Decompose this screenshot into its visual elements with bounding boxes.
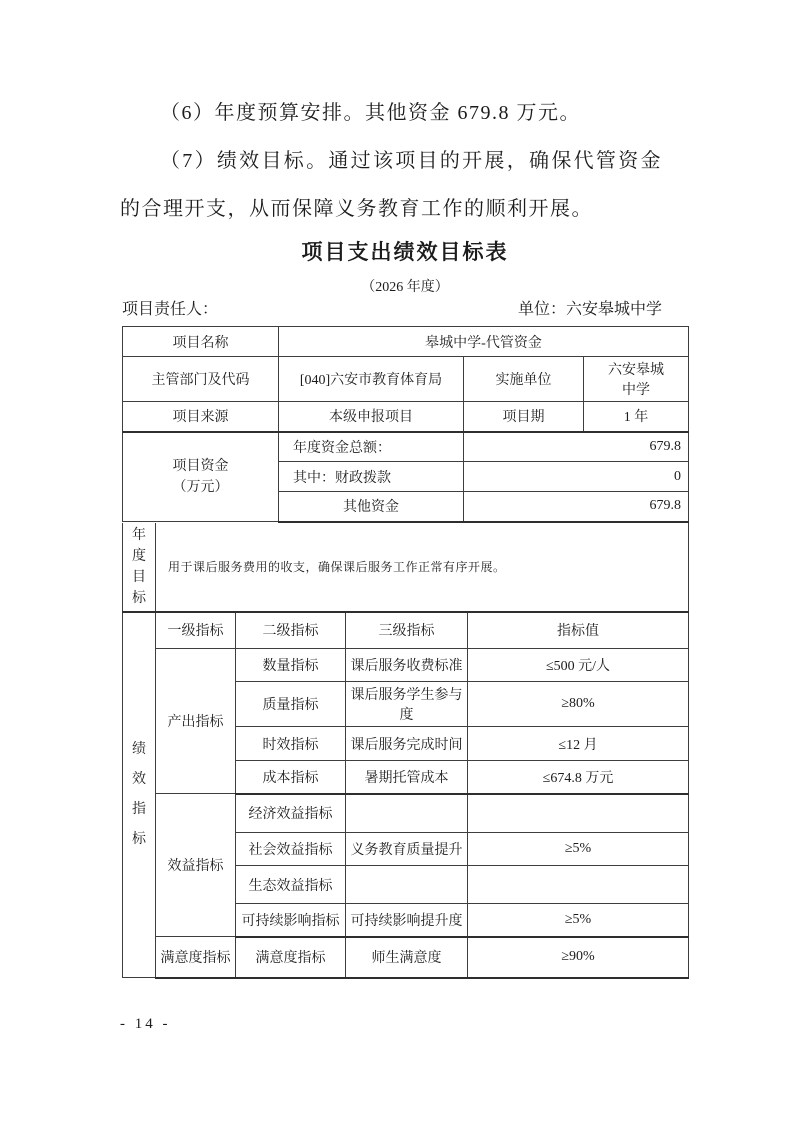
group-satisfaction-label: 满意度指标 (156, 937, 236, 978)
page-number: - 14 - (120, 1016, 171, 1032)
other-funds-label: 其他资金 (279, 492, 464, 522)
body-paragraphs (120, 89, 662, 233)
table-row (123, 327, 689, 357)
value-cell (468, 866, 689, 904)
responsible-person-label: 项目责任人： (122, 301, 219, 318)
value-cell: ≥80% (468, 682, 689, 727)
l3-cell: 可持续影响提升度 (346, 904, 468, 937)
l3-cell: 课后服务学生参与度 (346, 682, 468, 727)
project-name-label: 项目名称 (123, 327, 279, 357)
annual-goal-side-label: 年度目标 (123, 523, 156, 612)
l3-cell: 课后服务完成时间 (346, 727, 468, 761)
header-level3: 三级指标 (346, 613, 468, 649)
group-output-label: 产出指标 (156, 649, 236, 794)
fiscal-allocation-label: 其中：财政拨款 (279, 462, 464, 492)
value-cell: ≤674.8 万元 (468, 761, 689, 794)
table-row (123, 432, 689, 462)
project-name-value: 皋城中学-代管资金 (279, 327, 689, 357)
project-period-value: 1 年 (584, 402, 689, 432)
other-funds-value: 679.8 (464, 492, 689, 522)
l3-cell: 师生满意度 (346, 937, 468, 978)
annual-goal-table (122, 523, 689, 613)
l2-cell: 经济效益指标 (236, 794, 346, 833)
info-line (122, 299, 688, 321)
annual-fund-total-value: 679.8 (464, 432, 689, 462)
value-cell: ≥5% (468, 833, 689, 866)
project-funding-label (123, 432, 279, 522)
project-funding-label-line2: （万元） (172, 479, 229, 495)
l3-cell: 课后服务收费标准 (346, 649, 468, 682)
value-cell: ≤12 月 (468, 727, 689, 761)
value-cell: ≥90% (468, 937, 689, 978)
performance-target-table (122, 326, 688, 979)
value-cell (468, 794, 689, 833)
unit-label: 单位：六安皋城中学 (517, 301, 662, 318)
l2-cell: 可持续影响指标 (236, 904, 346, 937)
l3-cell: 义务教育质量提升 (346, 833, 468, 866)
indicator-row (123, 649, 689, 682)
annual-goal-content: 用于课后服务费用的收支，确保课后服务工作正常有序开展。 (156, 523, 689, 612)
value-cell: ≥5% (468, 904, 689, 937)
indicator-row (123, 794, 689, 833)
header-value: 指标值 (468, 613, 689, 649)
project-funding-label-line1: 项目资金 (172, 458, 229, 474)
impl-unit-label: 实施单位 (464, 357, 584, 402)
l2-cell: 社会效益指标 (236, 833, 346, 866)
header-level1: 一级指标 (156, 613, 236, 649)
l3-cell (346, 794, 468, 833)
annual-fund-total-label: 年度资金总额： (279, 432, 464, 462)
header-level2: 二级指标 (236, 613, 346, 649)
table-row (123, 357, 689, 402)
project-period-label: 项目期 (464, 402, 584, 432)
paragraph-performance-goal: （7）绩效目标。通过该项目的开展，确保代管资金的合理开支，从而保障义务教育工作的顺利开展。 (120, 150, 662, 220)
fiscal-allocation-value: 0 (464, 462, 689, 492)
basic-info-table (122, 326, 689, 523)
project-source-label: 项目来源 (123, 402, 279, 432)
table-subtitle: （2026 年度） (361, 280, 449, 295)
dept-code-value: [040]六安市教育体育局 (279, 357, 464, 402)
l3-cell (346, 866, 468, 904)
project-source-value: 本级申报项目 (279, 402, 464, 432)
l2-cell: 质量指标 (236, 682, 346, 727)
indicators-table (122, 613, 689, 979)
l2-cell: 数量指标 (236, 649, 346, 682)
value-cell: ≤500 元/人 (468, 649, 689, 682)
l3-cell: 暑期托管成本 (346, 761, 468, 794)
l2-cell: 生态效益指标 (236, 866, 346, 904)
l2-cell: 时效指标 (236, 727, 346, 761)
table-row (123, 402, 689, 432)
table-row (123, 523, 689, 612)
indicator-header-row (123, 613, 689, 649)
indicators-side-label: 绩效指标 (123, 613, 156, 978)
paragraph-budget: （6）年度预算安排。其他资金 679.8 万元。 (160, 102, 581, 124)
group-benefit-label: 效益指标 (156, 794, 236, 937)
impl-unit-value: 六安皋城中学 (584, 357, 689, 402)
dept-code-label: 主管部门及代码 (123, 357, 279, 402)
page-title: 项目支出绩效目标表 (301, 240, 509, 264)
l2-cell: 成本指标 (236, 761, 346, 794)
indicator-row (123, 937, 689, 978)
l2-cell: 满意度指标 (236, 937, 346, 978)
